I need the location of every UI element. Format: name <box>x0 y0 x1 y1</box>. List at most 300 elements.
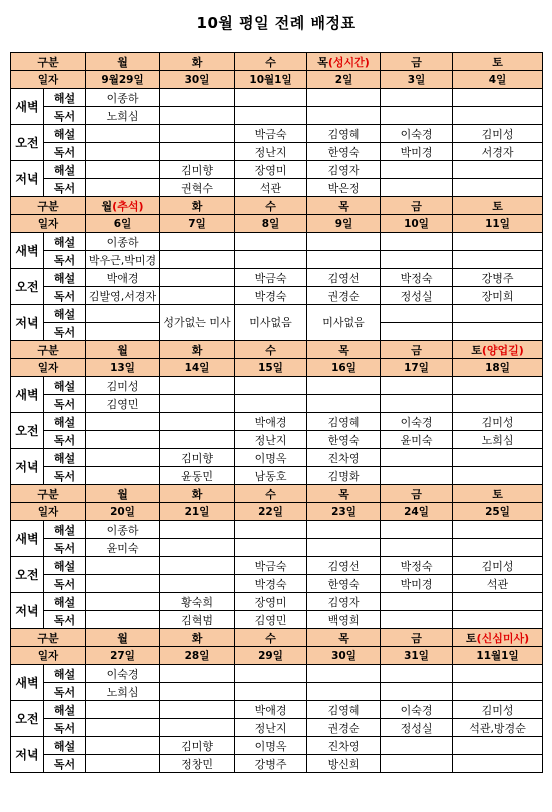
day-name: 금 <box>411 631 422 645</box>
table-row <box>11 737 543 755</box>
assignment-cell: 김미성 <box>453 557 543 575</box>
assignment-cell: 이명옥 <box>235 737 307 755</box>
assignment-cell: 김영혜 <box>307 413 381 431</box>
date-cell: 2일 <box>307 71 381 89</box>
day-name: 화 <box>191 199 203 213</box>
role-label: 해설 <box>44 557 86 575</box>
gubun-label: 구분 <box>11 629 86 647</box>
day-header <box>381 53 453 71</box>
role-label: 독서 <box>44 539 86 557</box>
role-label: 해설 <box>44 413 86 431</box>
day-header <box>453 485 543 503</box>
assignment-cell <box>160 683 235 701</box>
gubun-label: 구분 <box>11 53 86 71</box>
assignment-cell: 미사없음 <box>307 305 381 341</box>
table-row <box>11 305 543 323</box>
role-label: 해설 <box>44 89 86 107</box>
week-date-row <box>11 647 543 665</box>
assignment-cell <box>381 539 453 557</box>
assignment-cell <box>86 431 160 449</box>
date-cell: 22일 <box>235 503 307 521</box>
role-label: 독서 <box>44 683 86 701</box>
date-cell: 6일 <box>86 215 160 233</box>
assignment-cell <box>307 521 381 539</box>
gubun-label: 구분 <box>11 485 86 503</box>
day-name: 토 <box>492 55 503 69</box>
gubun-label: 구분 <box>11 341 86 359</box>
assignment-cell: 김영선 <box>307 269 381 287</box>
assignment-cell <box>86 575 160 593</box>
table-row <box>11 593 543 611</box>
role-label: 독서 <box>44 143 86 161</box>
assignment-cell: 박경숙 <box>235 287 307 305</box>
date-cell: 30일 <box>160 71 235 89</box>
ilja-label: 일자 <box>11 71 86 89</box>
assignment-cell <box>160 413 235 431</box>
assignment-cell: 박정숙 <box>381 557 453 575</box>
table-row <box>11 755 543 773</box>
period-label: 저녁 <box>11 593 44 629</box>
assignment-cell: 한영숙 <box>307 575 381 593</box>
assignment-cell <box>453 611 543 629</box>
date-cell: 23일 <box>307 503 381 521</box>
table-row <box>11 557 543 575</box>
assignment-cell <box>381 179 453 197</box>
day-header <box>86 629 160 647</box>
date-cell: 30일 <box>307 647 381 665</box>
role-label: 해설 <box>44 449 86 467</box>
assignment-cell <box>86 143 160 161</box>
week-date-row <box>11 359 543 377</box>
assignment-cell: 이숙경 <box>381 413 453 431</box>
assignment-cell <box>381 593 453 611</box>
day-header <box>235 341 307 359</box>
assignment-cell <box>381 611 453 629</box>
assignment-cell <box>307 395 381 413</box>
assignment-cell <box>307 683 381 701</box>
table-row <box>11 539 543 557</box>
day-header <box>86 53 160 71</box>
assignment-cell <box>453 161 543 179</box>
day-header <box>307 341 381 359</box>
table-row <box>11 125 543 143</box>
period-label: 새벽 <box>11 521 44 557</box>
week-date-row <box>11 503 543 521</box>
week-header-row <box>11 341 543 359</box>
assignment-cell <box>160 143 235 161</box>
table-row <box>11 287 543 305</box>
page-title: 10월 평일 전례 배정표 <box>196 14 356 32</box>
date-cell: 11일 <box>453 215 543 233</box>
assignment-cell <box>235 377 307 395</box>
assignment-cell: 박미경 <box>381 143 453 161</box>
assignment-cell <box>86 719 160 737</box>
day-name: 화 <box>191 487 203 501</box>
day-note: (신심미사) <box>476 631 530 645</box>
assignment-cell <box>160 233 235 251</box>
week-date-row <box>11 71 543 89</box>
table-row <box>11 161 543 179</box>
day-name: 수 <box>265 199 276 213</box>
assignment-cell <box>307 251 381 269</box>
assignment-cell: 김미향 <box>160 737 235 755</box>
assignment-cell: 정난지 <box>235 431 307 449</box>
assignment-cell: 김명화 <box>307 467 381 485</box>
assignment-cell <box>453 107 543 125</box>
assignment-cell: 정성실 <box>381 719 453 737</box>
period-label: 저녁 <box>11 449 44 485</box>
day-name: 목 <box>317 55 328 69</box>
period-label: 새벽 <box>11 665 44 701</box>
assignment-cell <box>86 701 160 719</box>
assignment-cell <box>86 755 160 773</box>
assignment-cell <box>86 179 160 197</box>
period-label: 오전 <box>11 557 44 593</box>
assignment-cell <box>453 89 543 107</box>
role-label: 독서 <box>44 323 86 341</box>
assignment-cell <box>307 665 381 683</box>
role-label: 해설 <box>44 521 86 539</box>
role-label: 해설 <box>44 305 86 323</box>
assignment-cell: 김영민 <box>86 395 160 413</box>
assignment-cell: 강병주 <box>235 755 307 773</box>
assignment-cell <box>453 755 543 773</box>
assignment-cell <box>453 683 543 701</box>
day-name: 토 <box>492 487 503 501</box>
assignment-cell: 노희심 <box>453 431 543 449</box>
assignment-cell: 이종하 <box>86 89 160 107</box>
assignment-cell <box>381 755 453 773</box>
period-label: 오전 <box>11 413 44 449</box>
assignment-cell: 윤미숙 <box>381 431 453 449</box>
assignment-cell: 이숙경 <box>381 125 453 143</box>
day-header <box>453 341 543 359</box>
assignment-cell: 김영자 <box>307 593 381 611</box>
assignment-cell: 김미향 <box>160 161 235 179</box>
assignment-cell <box>307 539 381 557</box>
assignment-cell <box>453 305 543 323</box>
assignment-cell <box>381 737 453 755</box>
assignment-cell: 이종하 <box>86 521 160 539</box>
role-label: 해설 <box>44 737 86 755</box>
table-row <box>11 611 543 629</box>
assignment-cell: 권경순 <box>307 287 381 305</box>
date-cell: 13일 <box>86 359 160 377</box>
assignment-cell: 박경숙 <box>235 575 307 593</box>
table-row <box>11 251 543 269</box>
assignment-cell <box>453 179 543 197</box>
day-header <box>307 53 381 71</box>
assignment-cell: 정난지 <box>235 143 307 161</box>
assignment-cell <box>86 125 160 143</box>
assignment-cell <box>307 377 381 395</box>
assignment-cell: 김영민 <box>235 611 307 629</box>
day-header <box>86 485 160 503</box>
assignment-cell <box>160 89 235 107</box>
day-header <box>160 53 235 71</box>
assignment-cell <box>86 305 160 323</box>
assignment-cell <box>381 251 453 269</box>
day-name: 화 <box>191 631 203 645</box>
assignment-cell <box>453 539 543 557</box>
assignment-cell <box>160 395 235 413</box>
table-row <box>11 377 543 395</box>
ilja-label: 일자 <box>11 359 86 377</box>
assignment-cell <box>160 557 235 575</box>
period-label: 오전 <box>11 701 44 737</box>
day-name: 월 <box>117 55 128 69</box>
table-row <box>11 467 543 485</box>
date-cell: 28일 <box>160 647 235 665</box>
week-header-row <box>11 53 543 71</box>
assignment-cell <box>453 593 543 611</box>
assignment-cell <box>453 395 543 413</box>
day-name: 수 <box>265 487 276 501</box>
assignment-cell <box>160 251 235 269</box>
role-label: 독서 <box>44 251 86 269</box>
assignment-cell <box>381 665 453 683</box>
schedule-table <box>10 52 543 773</box>
assignment-cell <box>235 233 307 251</box>
day-name: 토 <box>471 343 482 357</box>
role-label: 해설 <box>44 161 86 179</box>
role-label: 독서 <box>44 107 86 125</box>
assignment-cell: 박우근,박미경 <box>86 251 160 269</box>
assignment-cell <box>160 701 235 719</box>
assignment-cell <box>453 233 543 251</box>
date-cell: 27일 <box>86 647 160 665</box>
assignment-cell <box>235 539 307 557</box>
date-cell: 25일 <box>453 503 543 521</box>
day-header <box>381 629 453 647</box>
assignment-cell <box>235 107 307 125</box>
day-header <box>160 341 235 359</box>
table-row <box>11 431 543 449</box>
day-name: 금 <box>411 487 422 501</box>
assignment-cell: 박애경 <box>235 701 307 719</box>
date-cell: 20일 <box>86 503 160 521</box>
table-row <box>11 701 543 719</box>
date-cell: 18일 <box>453 359 543 377</box>
assignment-cell: 김발영,서경자 <box>86 287 160 305</box>
assignment-cell <box>453 323 543 341</box>
assignment-cell: 이명옥 <box>235 449 307 467</box>
day-name: 수 <box>265 343 276 357</box>
assignment-cell <box>86 449 160 467</box>
assignment-cell: 김영자 <box>307 161 381 179</box>
assignment-cell <box>307 89 381 107</box>
assignment-cell: 장영미 <box>235 593 307 611</box>
period-label: 새벽 <box>11 89 44 125</box>
role-label: 독서 <box>44 467 86 485</box>
date-cell: 10일 <box>381 215 453 233</box>
day-name: 수 <box>265 55 276 69</box>
assignment-cell <box>160 719 235 737</box>
day-header <box>381 197 453 215</box>
period-label: 새벽 <box>11 233 44 269</box>
date-cell: 31일 <box>381 647 453 665</box>
assignment-cell <box>86 557 160 575</box>
day-name: 금 <box>411 55 422 69</box>
day-header <box>160 197 235 215</box>
assignment-cell: 강병주 <box>453 269 543 287</box>
assignment-cell: 박미경 <box>381 575 453 593</box>
date-cell: 9월29일 <box>86 71 160 89</box>
role-label: 해설 <box>44 377 86 395</box>
table-row <box>11 683 543 701</box>
assignment-cell: 박금숙 <box>235 557 307 575</box>
table-row <box>11 449 543 467</box>
role-label: 독서 <box>44 179 86 197</box>
assignment-cell <box>381 377 453 395</box>
day-name: 화 <box>191 343 203 357</box>
assignment-cell <box>381 305 453 323</box>
role-label: 독서 <box>44 287 86 305</box>
table-row <box>11 269 543 287</box>
assignment-cell <box>381 233 453 251</box>
assignment-cell <box>381 521 453 539</box>
assignment-cell: 권경순 <box>307 719 381 737</box>
assignment-cell <box>235 89 307 107</box>
assignment-cell: 박애경 <box>235 413 307 431</box>
day-name: 화 <box>191 55 203 69</box>
assignment-cell: 백영희 <box>307 611 381 629</box>
assignment-cell <box>235 251 307 269</box>
assignment-cell: 석관 <box>453 575 543 593</box>
assignment-cell: 박금숙 <box>235 125 307 143</box>
table-row <box>11 521 543 539</box>
date-cell: 4일 <box>453 71 543 89</box>
assignment-cell: 황숙희 <box>160 593 235 611</box>
assignment-cell: 김영선 <box>307 557 381 575</box>
assignment-cell <box>86 413 160 431</box>
day-header <box>453 197 543 215</box>
assignment-cell: 김미성 <box>453 701 543 719</box>
assignment-cell <box>453 665 543 683</box>
role-label: 독서 <box>44 395 86 413</box>
assignment-cell: 김미성 <box>453 413 543 431</box>
assignment-cell: 진차영 <box>307 449 381 467</box>
assignment-cell: 박은정 <box>307 179 381 197</box>
assignment-cell <box>86 593 160 611</box>
assignment-cell <box>86 737 160 755</box>
assignment-cell: 김미성 <box>86 377 160 395</box>
ilja-label: 일자 <box>11 647 86 665</box>
table-row <box>11 143 543 161</box>
date-cell: 3일 <box>381 71 453 89</box>
day-header <box>307 485 381 503</box>
assignment-cell <box>235 665 307 683</box>
day-header <box>307 629 381 647</box>
period-label: 저녁 <box>11 305 44 341</box>
assignment-cell <box>160 269 235 287</box>
assignment-cell <box>453 377 543 395</box>
ilja-label: 일자 <box>11 503 86 521</box>
day-name: 목 <box>338 487 349 501</box>
date-cell: 11월1일 <box>453 647 543 665</box>
assignment-cell: 석관 <box>235 179 307 197</box>
assignment-cell <box>381 683 453 701</box>
assignment-cell <box>235 395 307 413</box>
role-label: 해설 <box>44 701 86 719</box>
assignment-cell <box>160 125 235 143</box>
assignment-cell: 박금숙 <box>235 269 307 287</box>
gubun-label: 구분 <box>11 197 86 215</box>
assignment-cell <box>381 107 453 125</box>
date-cell: 21일 <box>160 503 235 521</box>
table-row <box>11 719 543 737</box>
assignment-cell <box>381 467 453 485</box>
day-name: 토 <box>465 631 477 645</box>
assignment-cell <box>160 539 235 557</box>
assignment-cell <box>381 323 453 341</box>
assignment-cell: 한영숙 <box>307 143 381 161</box>
day-note: (양업길) <box>481 343 524 357</box>
role-label: 독서 <box>44 755 86 773</box>
day-name: 월 <box>117 343 128 357</box>
date-cell: 15일 <box>235 359 307 377</box>
assignment-cell <box>86 323 160 341</box>
day-header <box>235 53 307 71</box>
assignment-cell: 박정숙 <box>381 269 453 287</box>
role-label: 해설 <box>44 269 86 287</box>
period-label: 새벽 <box>11 377 44 413</box>
assignment-cell: 석관,방경순 <box>453 719 543 737</box>
assignment-cell <box>160 287 235 305</box>
day-note: (성시간) <box>327 55 370 69</box>
assignment-cell: 이종하 <box>86 233 160 251</box>
table-row <box>11 413 543 431</box>
assignment-cell <box>160 575 235 593</box>
assignment-cell: 한영숙 <box>307 431 381 449</box>
assignment-cell <box>307 233 381 251</box>
date-cell: 16일 <box>307 359 381 377</box>
assignment-cell <box>160 665 235 683</box>
period-label: 오전 <box>11 269 44 305</box>
ilja-label: 일자 <box>11 215 86 233</box>
assignment-cell <box>86 161 160 179</box>
assignment-cell <box>307 107 381 125</box>
assignment-cell <box>160 107 235 125</box>
assignment-cell <box>453 467 543 485</box>
week-header-row <box>11 197 543 215</box>
role-label: 독서 <box>44 431 86 449</box>
assignment-cell <box>86 611 160 629</box>
day-name: 월 <box>101 199 113 213</box>
assignment-cell: 박애경 <box>86 269 160 287</box>
assignment-cell: 김미향 <box>160 449 235 467</box>
role-label: 독서 <box>44 575 86 593</box>
day-header <box>453 629 543 647</box>
assignment-cell: 윤미숙 <box>86 539 160 557</box>
assignment-cell <box>160 431 235 449</box>
week-date-row <box>11 215 543 233</box>
assignment-cell <box>381 449 453 467</box>
assignment-cell <box>381 89 453 107</box>
day-header <box>160 485 235 503</box>
assignment-cell: 노희심 <box>86 683 160 701</box>
assignment-cell <box>381 395 453 413</box>
date-cell: 8일 <box>235 215 307 233</box>
assignment-cell: 정창민 <box>160 755 235 773</box>
date-cell: 24일 <box>381 503 453 521</box>
assignment-cell: 장영미 <box>235 161 307 179</box>
assignment-cell <box>381 161 453 179</box>
assignment-cell: 미사없음 <box>235 305 307 341</box>
day-name: 토 <box>492 199 503 213</box>
assignment-cell <box>453 251 543 269</box>
day-header <box>235 629 307 647</box>
